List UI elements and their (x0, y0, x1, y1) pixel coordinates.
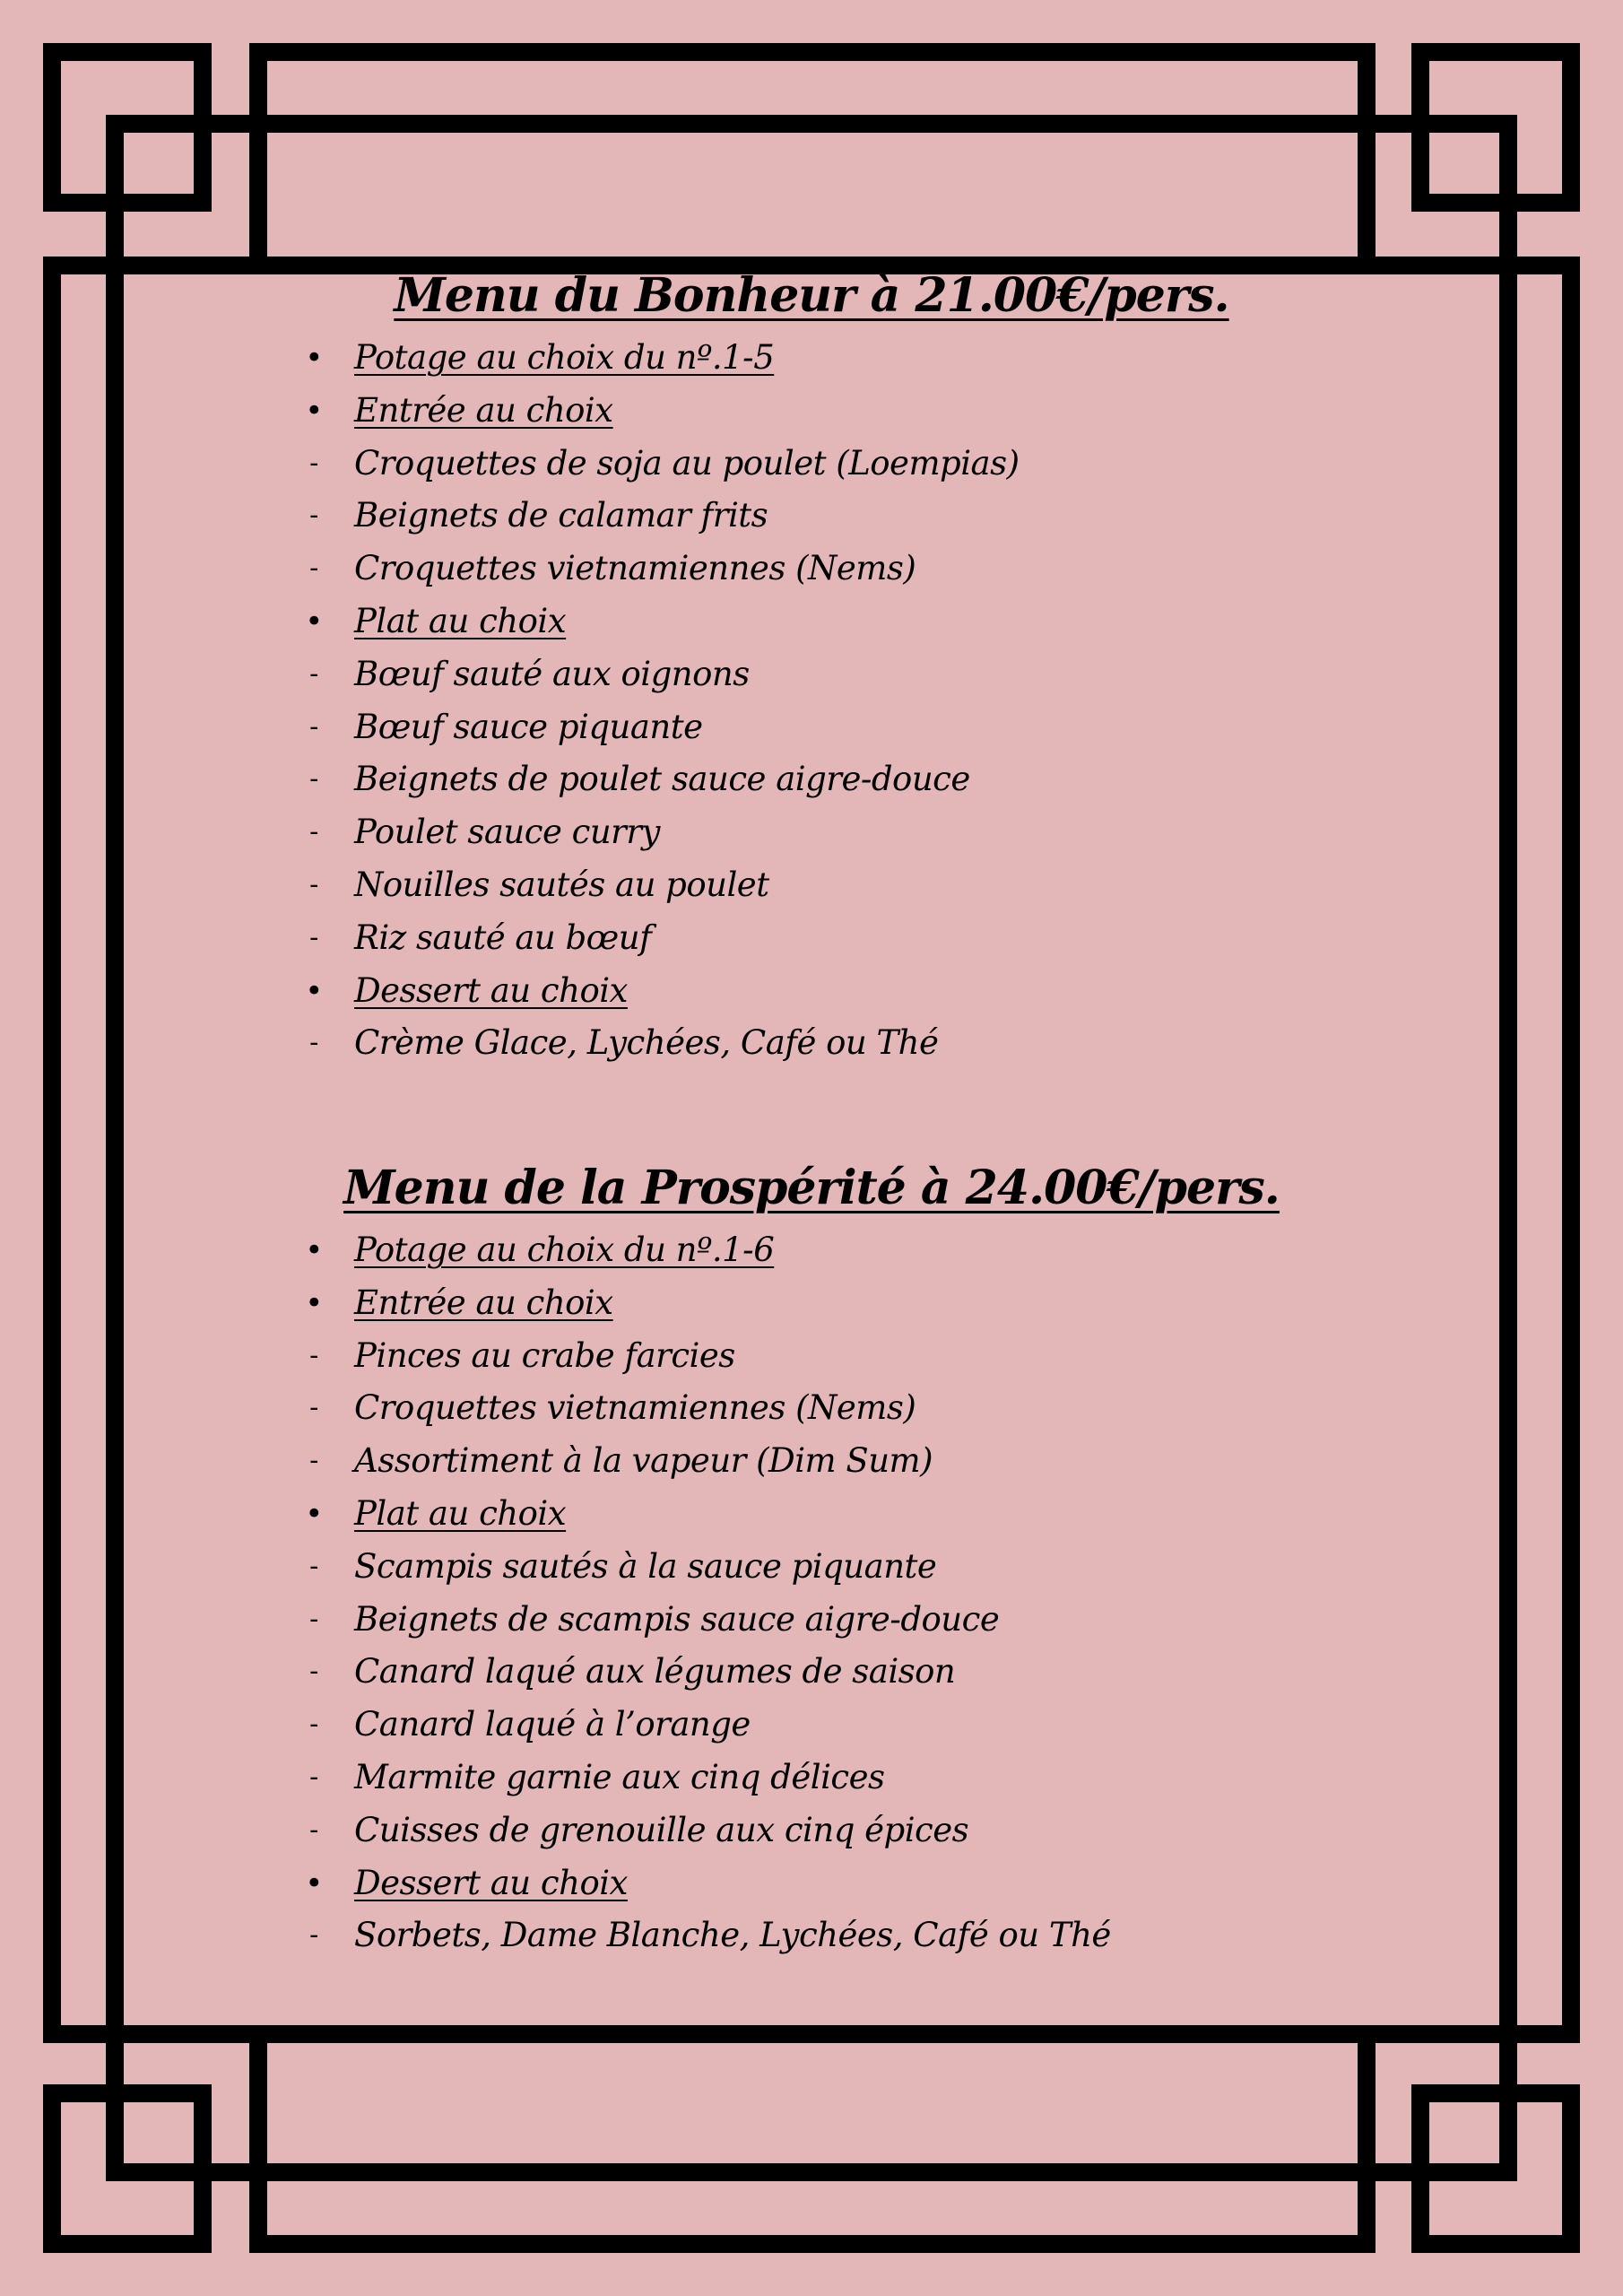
dish-label: Riz sauté au bœuf (354, 918, 652, 957)
dash-marker: - (309, 763, 318, 796)
dish-label: Croquettes vietnamiennes (Nems) (354, 1388, 916, 1428)
corner-knot-top-right (1367, 52, 1571, 265)
bottom-border-band (258, 2172, 1367, 2244)
menu-category (305, 1488, 1318, 1541)
menu-item (305, 648, 1318, 701)
menu-item (305, 859, 1318, 912)
top-border-band (258, 52, 1367, 124)
dish-label: Beignets de scampis sauce aigre-douce (354, 1599, 1000, 1639)
menu-bonheur-section (305, 260, 1318, 1070)
dash-marker: - (309, 500, 318, 532)
category-label: Potage au choix du nº.1-6 (354, 1231, 775, 1269)
category-label: Potage au choix du nº.1-5 (354, 338, 775, 377)
corner-knot-bottom-left (52, 2034, 258, 2244)
menu-item (305, 1330, 1318, 1383)
dish-label: Scampis sautés à la sauce piquante (354, 1546, 937, 1586)
category-label: Plat au choix (354, 601, 567, 640)
bullet-marker: • (305, 1284, 323, 1321)
menu-item (305, 1594, 1318, 1647)
menu-item (305, 1382, 1318, 1435)
dash-marker: - (309, 1761, 318, 1793)
dish-label: Canard laqué à l’orange (354, 1705, 751, 1744)
dash-marker: - (309, 657, 318, 690)
menu-title: Menu de la Prospérité à 24.00€/pers. (343, 1161, 1280, 1215)
dish-label: Beignets de poulet sauce aigre-douce (354, 760, 970, 799)
category-label: Entrée au choix (354, 1283, 613, 1322)
dash-marker: - (309, 1919, 318, 1952)
dish-label: Bœuf sauce piquante (354, 707, 703, 746)
dish-label: Marmite garnie aux cinq délices (354, 1757, 885, 1796)
dish-label: Canard laqué aux légumes de saison (354, 1652, 956, 1692)
menu-category (305, 1224, 1318, 1277)
menu-item (305, 543, 1318, 596)
menu-item (305, 1805, 1318, 1857)
dish-label: Croquettes de soja au poulet (Loempias) (354, 443, 1020, 483)
menu-item (305, 1435, 1318, 1488)
dash-marker: - (309, 1027, 318, 1059)
menu-category (305, 332, 1318, 385)
menu-item (305, 701, 1318, 754)
menu-list (305, 1224, 1318, 1962)
dash-marker: - (309, 710, 318, 743)
dish-label: Nouilles sautés au poulet (354, 865, 769, 904)
bullet-marker: • (305, 1495, 323, 1532)
dash-marker: - (309, 1656, 318, 1688)
menu-item (305, 1909, 1318, 1962)
menu-item (305, 1699, 1318, 1752)
menu-item (305, 753, 1318, 806)
corner-knot-top-left (52, 52, 258, 265)
menu-category (305, 596, 1318, 648)
dash-marker: - (309, 1445, 318, 1477)
dish-label: Crème Glace, Lychées, Café ou Thé (354, 1023, 939, 1063)
dish-label: Croquettes vietnamiennes (Nems) (354, 549, 916, 588)
menu-item (305, 490, 1318, 543)
dish-label: Cuisses de grenouille aux cinq épices (354, 1810, 969, 1849)
category-label: Plat au choix (354, 1493, 567, 1533)
bullet-marker: • (305, 392, 323, 429)
menu-item (305, 806, 1318, 859)
menu-item (305, 1541, 1318, 1594)
menu-category (305, 1857, 1318, 1910)
dish-label: Assortiment à la vapeur (Dim Sum) (354, 1441, 933, 1481)
menu-title: Menu du Bonheur à 21.00€/pers. (394, 268, 1229, 323)
dish-label: Pinces au crabe farcies (354, 1335, 735, 1375)
category-label: Entrée au choix (354, 390, 613, 430)
dash-marker: - (309, 1550, 318, 1582)
menu-category (305, 965, 1318, 1018)
dash-marker: - (309, 447, 318, 479)
dash-marker: - (309, 1339, 318, 1371)
dash-marker: - (309, 1813, 318, 1846)
dish-label: Sorbets, Dame Blanche, Lychées, Café ou Thé (354, 1916, 1111, 1955)
dash-marker: - (309, 1709, 318, 1741)
menu-prosperite-section (305, 1152, 1318, 1962)
menu-item (305, 1646, 1318, 1699)
menu-list (305, 332, 1318, 1070)
dash-marker: - (309, 1392, 318, 1424)
menu-item (305, 912, 1318, 965)
menu-category (305, 1277, 1318, 1330)
dash-marker: - (309, 1603, 318, 1635)
menu-item (305, 1017, 1318, 1070)
bullet-marker: • (305, 340, 323, 376)
category-label: Dessert au choix (354, 970, 628, 1010)
dish-label: Bœuf sauté aux oignons (354, 654, 750, 693)
dash-marker: - (309, 868, 318, 900)
dash-marker: - (309, 552, 318, 585)
category-label: Dessert au choix (354, 1863, 628, 1902)
bullet-marker: • (305, 603, 323, 639)
bullet-marker: • (305, 972, 323, 1009)
dash-marker: - (309, 816, 318, 848)
menu-item (305, 1752, 1318, 1805)
menu-item (305, 438, 1318, 491)
corner-knot-bottom-right (1367, 2034, 1571, 2244)
bullet-marker: • (305, 1232, 323, 1268)
dish-label: Beignets de calamar frits (354, 496, 768, 535)
dash-marker: - (309, 921, 318, 953)
bullet-marker: • (305, 1865, 323, 1901)
menu-category (305, 385, 1318, 438)
dish-label: Poulet sauce curry (354, 813, 660, 852)
